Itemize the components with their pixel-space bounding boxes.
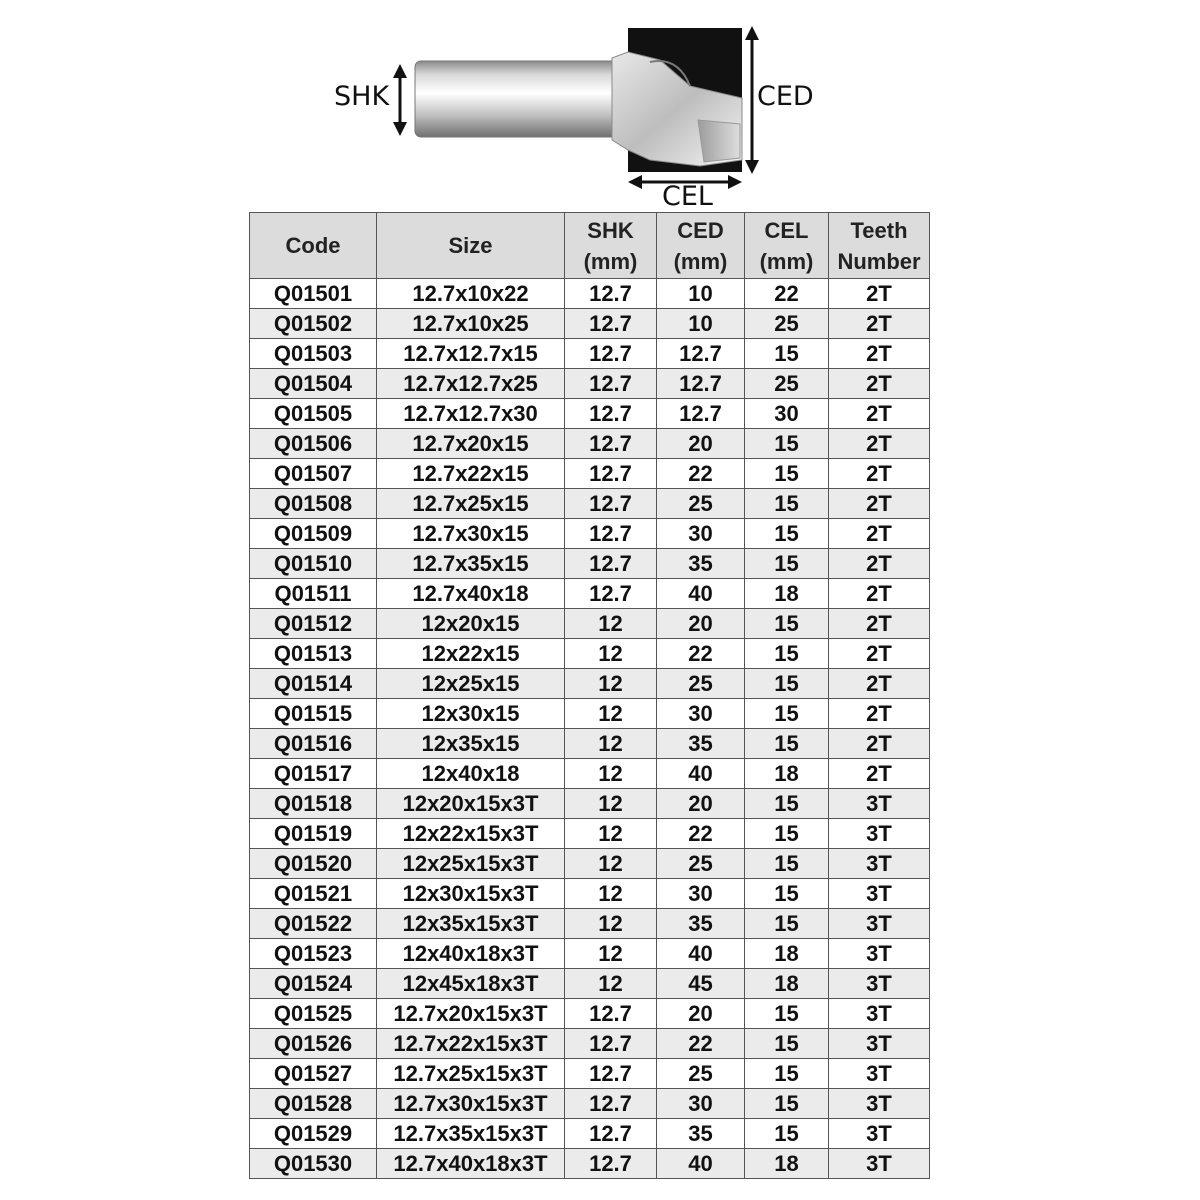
ced-cell: 35 <box>657 549 745 579</box>
ced-cell: 30 <box>657 519 745 549</box>
cel-cell: 30 <box>745 399 829 429</box>
cel-cell: 15 <box>745 339 829 369</box>
ced-cell: 25 <box>657 849 745 879</box>
shk-cell: 12.7 <box>565 1059 657 1089</box>
ced-cell: 10 <box>657 279 745 309</box>
code-cell: Q01525 <box>250 999 377 1029</box>
cel-cell: 15 <box>745 1029 829 1059</box>
ced-label: CED <box>757 81 814 112</box>
table-row <box>250 339 930 369</box>
size-cell: 12x25x15x3T <box>377 849 565 879</box>
ced-cell: 22 <box>657 459 745 489</box>
code-cell: Q01528 <box>250 1089 377 1119</box>
teeth-cell: 3T <box>829 969 930 999</box>
shk-cell: 12 <box>565 789 657 819</box>
table-row <box>250 909 930 939</box>
table-row <box>250 729 930 759</box>
cutting-edge-shape <box>698 120 740 162</box>
size-cell: 12.7x10x22 <box>377 279 565 309</box>
code-cell: Q01503 <box>250 339 377 369</box>
ced-cell: 30 <box>657 699 745 729</box>
size-cell: 12x20x15 <box>377 609 565 639</box>
cel-cell: 18 <box>745 939 829 969</box>
code-cell: Q01516 <box>250 729 377 759</box>
shk-cell: 12.7 <box>565 1119 657 1149</box>
size-cell: 12.7x25x15 <box>377 489 565 519</box>
size-cell: 12x22x15x3T <box>377 819 565 849</box>
ced-cell: 22 <box>657 819 745 849</box>
code-cell: Q01520 <box>250 849 377 879</box>
ced-cell: 20 <box>657 999 745 1029</box>
ced-cell: 40 <box>657 939 745 969</box>
cel-cell: 15 <box>745 909 829 939</box>
shk-cell: 12 <box>565 759 657 789</box>
table-row <box>250 1119 930 1149</box>
cel-cell: 15 <box>745 549 829 579</box>
size-cell: 12.7x12.7x15 <box>377 339 565 369</box>
size-cell: 12x20x15x3T <box>377 789 565 819</box>
teeth-cell: 2T <box>829 309 930 339</box>
teeth-cell: 2T <box>829 579 930 609</box>
teeth-cell: 3T <box>829 909 930 939</box>
shk-cell: 12.7 <box>565 309 657 339</box>
cel-cell: 15 <box>745 459 829 489</box>
size-cell: 12.7x35x15 <box>377 549 565 579</box>
teeth-cell: 2T <box>829 399 930 429</box>
size-cell: 12x22x15 <box>377 639 565 669</box>
table-row <box>250 639 930 669</box>
code-cell: Q01514 <box>250 669 377 699</box>
teeth-cell: 2T <box>829 279 930 309</box>
ced-cell: 30 <box>657 1089 745 1119</box>
teeth-cell: 2T <box>829 549 930 579</box>
router-bit-diagram <box>0 0 1200 212</box>
size-cell: 12.7x30x15 <box>377 519 565 549</box>
code-cell: Q01511 <box>250 579 377 609</box>
header-teeth: Teeth Number <box>829 213 930 279</box>
ced-cell: 22 <box>657 639 745 669</box>
size-cell: 12x40x18x3T <box>377 939 565 969</box>
ced-cell: 20 <box>657 609 745 639</box>
shk-cell: 12.7 <box>565 519 657 549</box>
ced-cell: 12.7 <box>657 399 745 429</box>
size-cell: 12.7x12.7x30 <box>377 399 565 429</box>
ced-cell: 22 <box>657 1029 745 1059</box>
shk-cell: 12.7 <box>565 369 657 399</box>
table-row <box>250 369 930 399</box>
table-row <box>250 609 930 639</box>
shk-cell: 12 <box>565 609 657 639</box>
teeth-cell: 2T <box>829 459 930 489</box>
shank-shape <box>415 61 625 137</box>
size-cell: 12.7x40x18x3T <box>377 1149 565 1179</box>
ced-cell: 35 <box>657 909 745 939</box>
ced-cell: 10 <box>657 309 745 339</box>
size-cell: 12.7x30x15x3T <box>377 1089 565 1119</box>
teeth-cell: 3T <box>829 819 930 849</box>
size-cell: 12.7x35x15x3T <box>377 1119 565 1149</box>
cel-cell: 15 <box>745 519 829 549</box>
teeth-cell: 3T <box>829 789 930 819</box>
shk-label: SHK <box>334 81 390 112</box>
shk-cell: 12.7 <box>565 459 657 489</box>
header-code: Code <box>250 213 377 279</box>
code-cell: Q01510 <box>250 549 377 579</box>
teeth-cell: 2T <box>829 699 930 729</box>
teeth-cell: 3T <box>829 879 930 909</box>
code-cell: Q01513 <box>250 639 377 669</box>
teeth-cell: 2T <box>829 669 930 699</box>
shk-cell: 12.7 <box>565 579 657 609</box>
size-cell: 12x40x18 <box>377 759 565 789</box>
teeth-cell: 3T <box>829 1119 930 1149</box>
code-cell: Q01522 <box>250 909 377 939</box>
cel-cell: 15 <box>745 609 829 639</box>
cel-cell: 15 <box>745 699 829 729</box>
code-cell: Q01521 <box>250 879 377 909</box>
code-cell: Q01527 <box>250 1059 377 1089</box>
shk-cell: 12.7 <box>565 339 657 369</box>
cel-cell: 25 <box>745 369 829 399</box>
teeth-cell: 3T <box>829 849 930 879</box>
table-row <box>250 1029 930 1059</box>
ced-cell: 40 <box>657 1149 745 1179</box>
teeth-cell: 2T <box>829 339 930 369</box>
code-cell: Q01507 <box>250 459 377 489</box>
ced-cell: 20 <box>657 429 745 459</box>
teeth-cell: 2T <box>829 519 930 549</box>
shk-cell: 12.7 <box>565 279 657 309</box>
size-cell: 12.7x12.7x25 <box>377 369 565 399</box>
table-row <box>250 1149 930 1179</box>
code-cell: Q01502 <box>250 309 377 339</box>
ced-cell: 40 <box>657 759 745 789</box>
table-row <box>250 669 930 699</box>
table-row <box>250 849 930 879</box>
code-cell: Q01508 <box>250 489 377 519</box>
header-cel: CEL (mm) <box>745 213 829 279</box>
teeth-cell: 3T <box>829 1089 930 1119</box>
size-cell: 12.7x20x15 <box>377 429 565 459</box>
header-ced: CED (mm) <box>657 213 745 279</box>
shk-cell: 12.7 <box>565 429 657 459</box>
size-cell: 12x35x15x3T <box>377 909 565 939</box>
size-cell: 12.7x22x15x3T <box>377 1029 565 1059</box>
table-row <box>250 1059 930 1089</box>
table-row <box>250 819 930 849</box>
cel-cell: 15 <box>745 639 829 669</box>
shk-cell: 12.7 <box>565 549 657 579</box>
cel-cell: 15 <box>745 489 829 519</box>
teeth-cell: 2T <box>829 369 930 399</box>
shk-cell: 12.7 <box>565 489 657 519</box>
cel-cell: 15 <box>745 429 829 459</box>
teeth-cell: 2T <box>829 429 930 459</box>
ced-cell: 20 <box>657 789 745 819</box>
size-cell: 12.7x10x25 <box>377 309 565 339</box>
code-cell: Q01529 <box>250 1119 377 1149</box>
cel-cell: 15 <box>745 1089 829 1119</box>
ced-cell: 25 <box>657 1059 745 1089</box>
table-row <box>250 279 930 309</box>
table-row <box>250 789 930 819</box>
teeth-cell: 3T <box>829 939 930 969</box>
code-cell: Q01505 <box>250 399 377 429</box>
cel-cell: 15 <box>745 729 829 759</box>
size-cell: 12x30x15 <box>377 699 565 729</box>
code-cell: Q01524 <box>250 969 377 999</box>
spec-table <box>249 212 930 1179</box>
code-cell: Q01523 <box>250 939 377 969</box>
shk-cell: 12 <box>565 819 657 849</box>
ced-cell: 25 <box>657 669 745 699</box>
cel-cell: 22 <box>745 279 829 309</box>
teeth-cell: 2T <box>829 609 930 639</box>
shk-cell: 12.7 <box>565 1029 657 1059</box>
table-row <box>250 309 930 339</box>
cel-cell: 15 <box>745 1059 829 1089</box>
size-cell: 12x30x15x3T <box>377 879 565 909</box>
ced-cell: 45 <box>657 969 745 999</box>
code-cell: Q01512 <box>250 609 377 639</box>
ced-cell: 12.7 <box>657 339 745 369</box>
teeth-cell: 3T <box>829 1149 930 1179</box>
code-cell: Q01504 <box>250 369 377 399</box>
table-row <box>250 939 930 969</box>
teeth-cell: 3T <box>829 999 930 1029</box>
cel-cell: 15 <box>745 789 829 819</box>
teeth-cell: 2T <box>829 639 930 669</box>
code-cell: Q01526 <box>250 1029 377 1059</box>
teeth-cell: 2T <box>829 489 930 519</box>
table-row <box>250 699 930 729</box>
cel-cell: 15 <box>745 999 829 1029</box>
cel-cell: 15 <box>745 669 829 699</box>
ced-cell: 35 <box>657 1119 745 1149</box>
table-row <box>250 429 930 459</box>
shk-cell: 12.7 <box>565 1149 657 1179</box>
table-row <box>250 399 930 429</box>
shk-cell: 12 <box>565 939 657 969</box>
ced-cell: 12.7 <box>657 369 745 399</box>
shk-cell: 12 <box>565 849 657 879</box>
table-row <box>250 999 930 1029</box>
teeth-cell: 3T <box>829 1059 930 1089</box>
table-row <box>250 549 930 579</box>
ced-cell: 35 <box>657 729 745 759</box>
header-shk: SHK (mm) <box>565 213 657 279</box>
shk-cell: 12.7 <box>565 999 657 1029</box>
table-body <box>250 279 930 1179</box>
ced-cell: 30 <box>657 879 745 909</box>
cel-cell: 25 <box>745 309 829 339</box>
table-row <box>250 969 930 999</box>
code-cell: Q01509 <box>250 519 377 549</box>
code-cell: Q01530 <box>250 1149 377 1179</box>
code-cell: Q01519 <box>250 819 377 849</box>
cel-cell: 18 <box>745 969 829 999</box>
router-bit-illustration <box>0 0 1200 212</box>
cel-cell: 15 <box>745 819 829 849</box>
cel-cell: 15 <box>745 879 829 909</box>
size-cell: 12x45x18x3T <box>377 969 565 999</box>
size-cell: 12.7x40x18 <box>377 579 565 609</box>
header-size: Size <box>377 213 565 279</box>
table-row <box>250 579 930 609</box>
ced-cell: 40 <box>657 579 745 609</box>
table-row <box>250 519 930 549</box>
shk-cell: 12.7 <box>565 399 657 429</box>
table-row <box>250 459 930 489</box>
code-cell: Q01506 <box>250 429 377 459</box>
shk-cell: 12 <box>565 879 657 909</box>
teeth-cell: 2T <box>829 759 930 789</box>
code-cell: Q01517 <box>250 759 377 789</box>
table-row <box>250 489 930 519</box>
teeth-cell: 2T <box>829 729 930 759</box>
code-cell: Q01515 <box>250 699 377 729</box>
shk-cell: 12 <box>565 699 657 729</box>
code-cell: Q01518 <box>250 789 377 819</box>
cel-cell: 18 <box>745 579 829 609</box>
shk-cell: 12 <box>565 969 657 999</box>
shk-cell: 12 <box>565 669 657 699</box>
shk-cell: 12 <box>565 909 657 939</box>
cel-cell: 15 <box>745 1119 829 1149</box>
cel-cell: 18 <box>745 759 829 789</box>
cel-label: CEL <box>662 181 713 212</box>
shk-cell: 12 <box>565 639 657 669</box>
cel-cell: 18 <box>745 1149 829 1179</box>
code-cell: Q01501 <box>250 279 377 309</box>
size-cell: 12x25x15 <box>377 669 565 699</box>
teeth-cell: 3T <box>829 1029 930 1059</box>
shk-cell: 12.7 <box>565 1089 657 1119</box>
size-cell: 12.7x22x15 <box>377 459 565 489</box>
table-row <box>250 1089 930 1119</box>
header-row <box>250 213 930 279</box>
table-row <box>250 759 930 789</box>
size-cell: 12x35x15 <box>377 729 565 759</box>
size-cell: 12.7x20x15x3T <box>377 999 565 1029</box>
cel-cell: 15 <box>745 849 829 879</box>
size-cell: 12.7x25x15x3T <box>377 1059 565 1089</box>
ced-cell: 25 <box>657 489 745 519</box>
table-row <box>250 879 930 909</box>
shk-cell: 12 <box>565 729 657 759</box>
